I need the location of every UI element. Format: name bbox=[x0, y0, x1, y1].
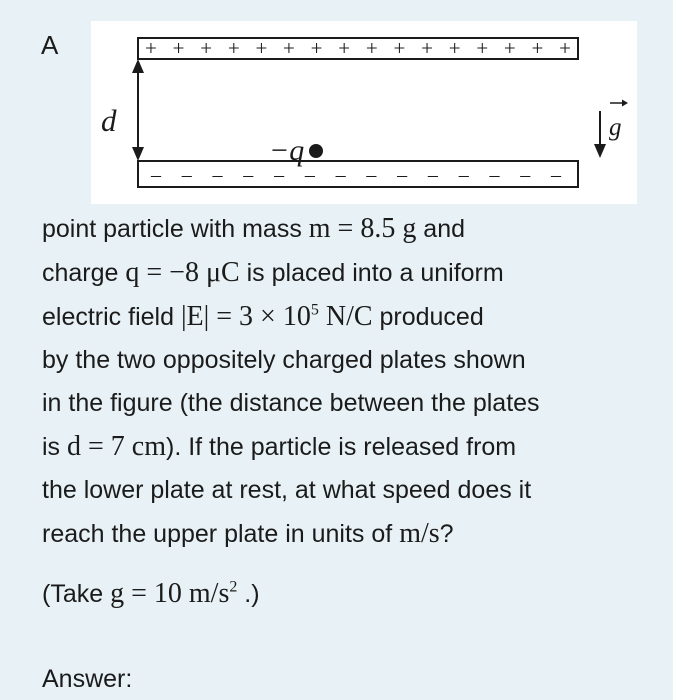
charge-value: q = −8 μC bbox=[125, 257, 240, 288]
problem-line: reach the upper plate in units of m/s? bbox=[42, 518, 454, 549]
problem-line: point particle with mass m = 8.5 g and bbox=[42, 213, 466, 244]
problem-line: charge q = −8 μC is placed into a uniform bbox=[42, 257, 504, 288]
answer-label: Answer: bbox=[42, 665, 133, 693]
distance-label: d bbox=[101, 103, 117, 138]
gravity-value: g = 10 $m/s^2$ bbox=[110, 578, 238, 609]
problem-line: is d = 7 cm). If the particle is released from bbox=[42, 431, 517, 462]
bottom-plate-signs: – – – – – – – – – – – – – – bbox=[151, 164, 561, 186]
gravity-arrow bbox=[594, 111, 606, 158]
distance-value: d = 7 cm bbox=[67, 431, 166, 462]
gravity-note: (Take g = 10 $m/s^2$ .) bbox=[42, 578, 260, 609]
particle-dot bbox=[309, 144, 323, 158]
problem-line: in the figure (the distance between the plates bbox=[42, 389, 540, 417]
capacitor-diagram bbox=[91, 21, 637, 204]
gravity-vector-arrow-icon bbox=[610, 100, 628, 107]
problem-line: electric field $|E| = 3 \times 10^5$ N/C produced bbox=[42, 301, 484, 332]
problem-line: by the two oppositely charged plates shown bbox=[42, 346, 526, 374]
field-value: $|E| = 3 \times 10^5$ N/C bbox=[180, 301, 373, 332]
capacitor-figure bbox=[91, 21, 637, 204]
option-letter: A bbox=[41, 30, 59, 60]
mass-value: m = 8.5 g bbox=[308, 213, 417, 244]
top-plate-signs: + + + + + + + + + + + + + + + + bbox=[145, 36, 571, 60]
problem-line: the lower plate at rest, at what speed does it bbox=[42, 476, 532, 504]
speed-unit: m/s bbox=[399, 518, 440, 549]
problem-statement bbox=[42, 207, 652, 556]
gravity-label: g bbox=[609, 114, 622, 141]
charge-label: −q bbox=[269, 134, 305, 167]
distance-arrow bbox=[132, 59, 144, 161]
